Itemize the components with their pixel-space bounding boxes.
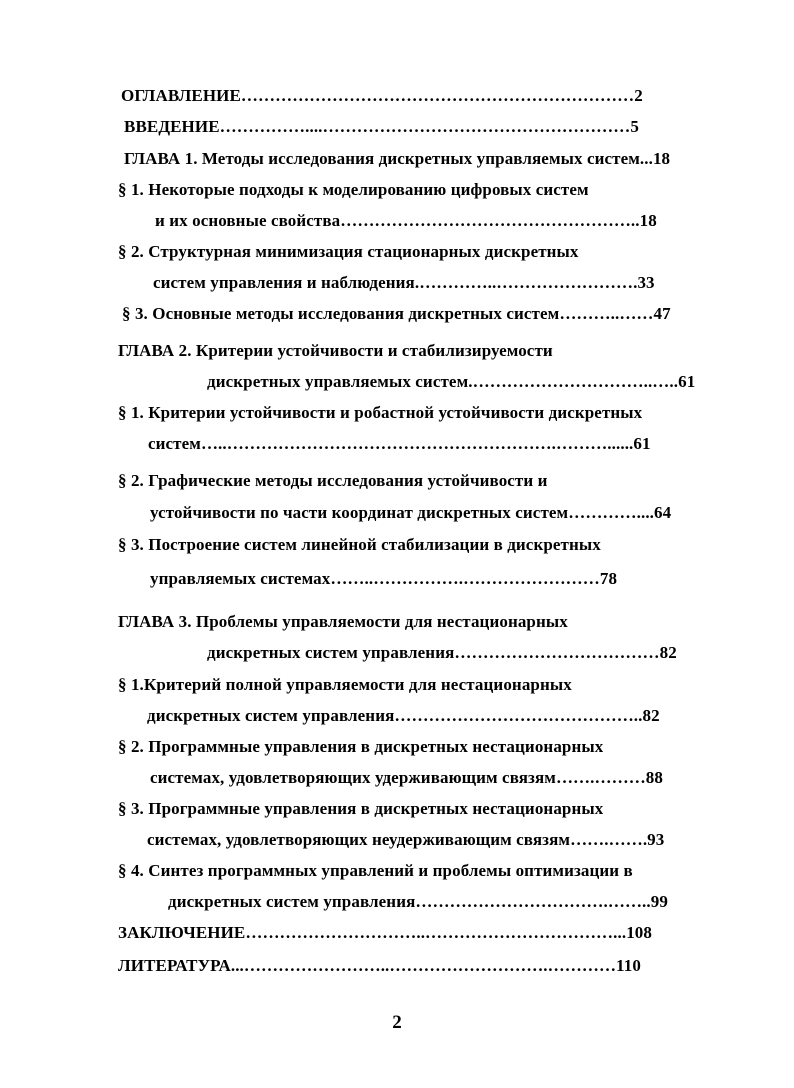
toc-entry-ch3-s1: § 1.Критерий полной управляемости для нестационарных xyxy=(118,675,572,694)
toc-entry-conclusion: ЗАКЛЮЧЕНИЕ…………………………..……………………………...108 xyxy=(118,923,652,942)
toc-entry-chapter-3: ГЛАВА 3. Проблемы управляемости для нестационарных xyxy=(118,612,568,631)
toc-entry-ch1-s3: § 3. Основные методы исследования дискретных систем………..……47 xyxy=(122,304,671,323)
toc-entry-ch3-s1-continued: дискретных систем управления……………………………………..82 xyxy=(147,706,660,725)
toc-entry-ch3-s4: § 4. Синтез программных управлений и проблемы оптимизации в xyxy=(118,861,633,880)
toc-entry-chapter-2: ГЛАВА 2. Критерии устойчивости и стабилизируемости xyxy=(118,341,553,360)
toc-entry-chapter-2-continued: дискретных управляемых систем.…………………………..…..61 xyxy=(207,372,696,391)
toc-entry-ch3-s3-continued: системах, удовлетворяющих неудерживающим связям…….…….93 xyxy=(147,830,665,849)
page-number: 2 xyxy=(392,1012,402,1033)
toc-entry-ch2-s1: § 1. Критерии устойчивости и робастной устойчивости дискретных xyxy=(118,403,643,422)
toc-entry-ch2-s2: § 2. Графические методы исследования устойчивости и xyxy=(118,471,548,490)
toc-entry-ch3-s2-continued: системах, удовлетворяющих удерживающим связям…….………88 xyxy=(150,768,664,787)
toc-entry-ch1-s1-continued: и их основные свойства……………………………………………..18 xyxy=(155,211,657,230)
toc-entry-ch1-s2: § 2. Структурная минимизация стационарных дискретных xyxy=(118,242,579,261)
toc-entry-ch1-s1: § 1. Некоторые подходы к моделированию цифровых систем xyxy=(118,180,589,199)
toc-entry-ch1-s2-continued: систем управления и наблюдения.…………..…………………….33 xyxy=(153,273,655,292)
toc-entry-ch3-s4-continued: дискретных систем управления…………………………….……..99 xyxy=(168,892,668,911)
toc-entry-contents: ОГЛАВЛЕНИЕ……………………………………………………………2 xyxy=(121,86,643,105)
toc-entry-chapter-1: ГЛАВА 1. Методы исследования дискретных управляемых систем...18 xyxy=(124,149,671,168)
toc-entry-ch2-s1-continued: систем…..………………………………………………….………......61 xyxy=(148,434,651,453)
toc-entry-literature: ЛИТЕРАТУРА...……………………..……………………….…………110 xyxy=(118,956,641,975)
toc-entry-ch3-s2: § 2. Программные управления в дискретных нестационарных xyxy=(118,737,604,756)
toc-entry-ch3-s3: § 3. Программные управления в дискретных нестационарных xyxy=(118,799,604,818)
toc-entry-ch2-s2-continued: устойчивости по части координат дискретных систем…………....64 xyxy=(150,503,672,522)
toc-entry-introduction: ВВЕДЕНИЕ……………....………………………………………………5 xyxy=(124,117,639,136)
toc-entry-ch2-s3: § 3. Построение систем линейной стабилизации в дискретных xyxy=(118,535,601,554)
toc-entry-ch2-s3-continued: управляемых системах……..…………….……………………78 xyxy=(150,569,618,588)
toc-entry-chapter-3-continued: дискретных систем управления………………………………82 xyxy=(207,643,677,662)
